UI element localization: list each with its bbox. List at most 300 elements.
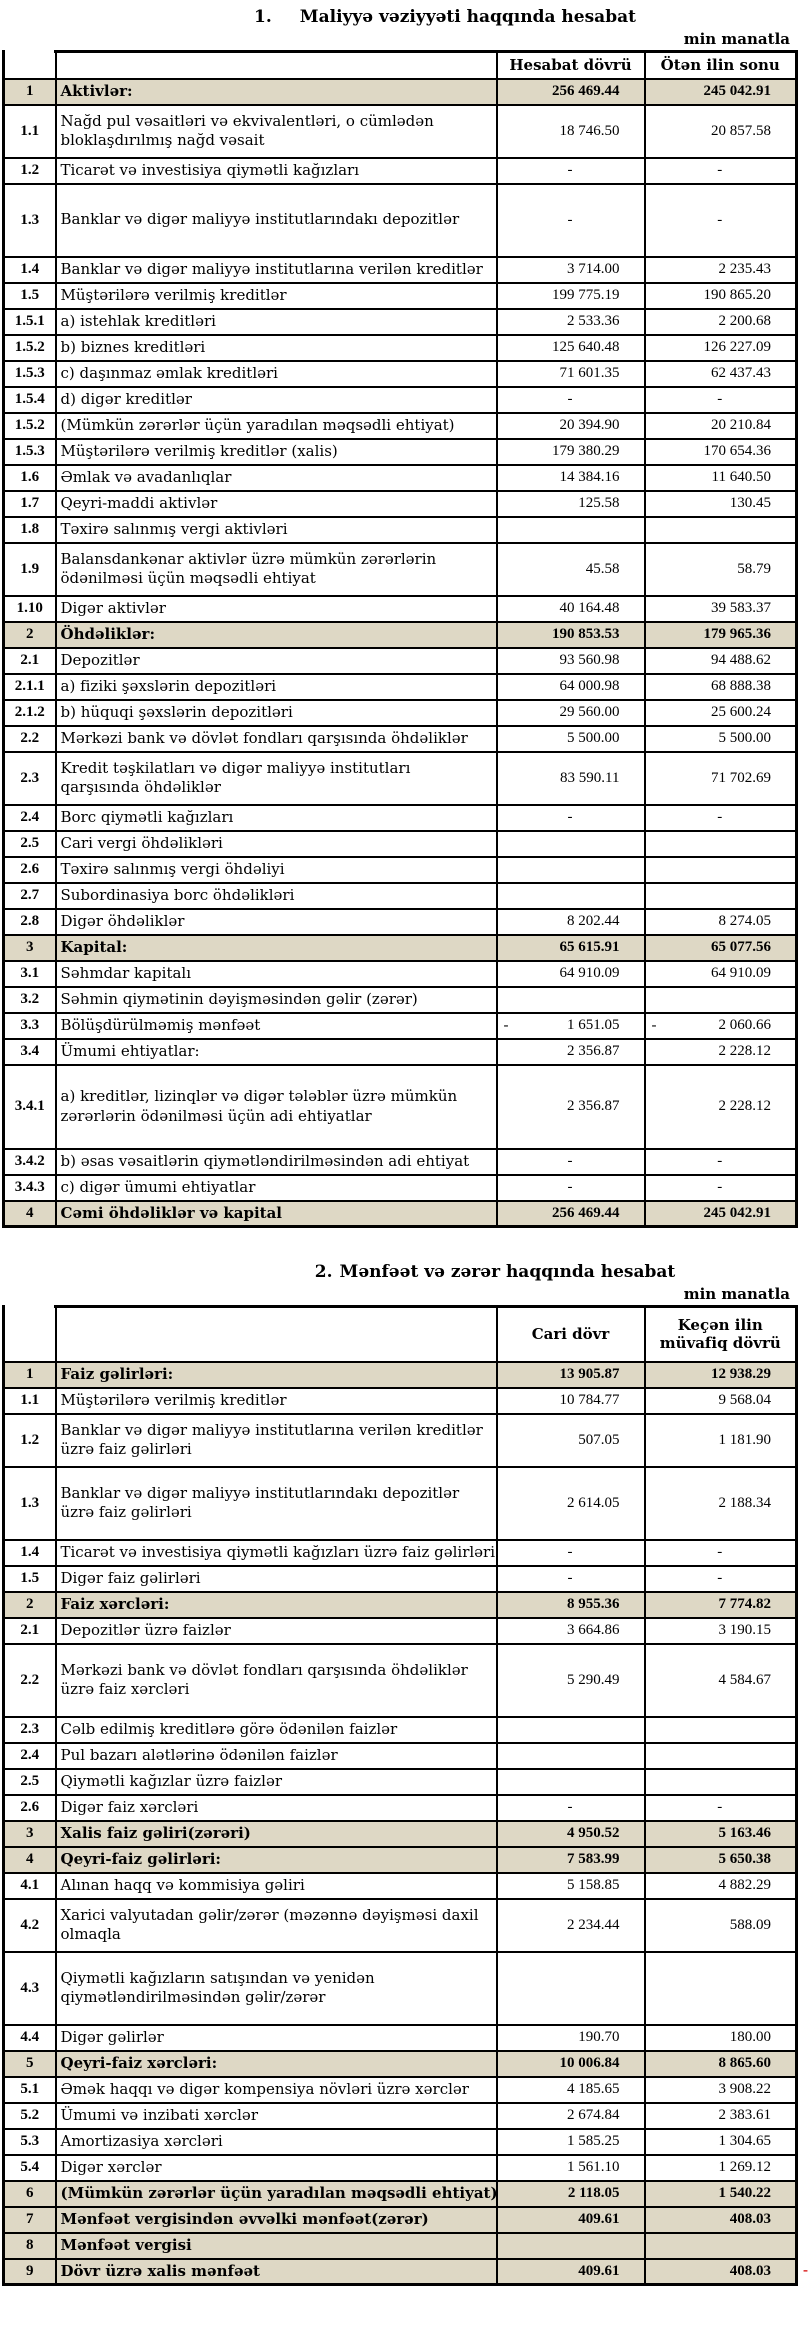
- row-number-cell: 1.5.4: [4, 387, 56, 413]
- statement2-unit-label: min manatla: [683, 1285, 790, 1303]
- table-row: [4, 805, 797, 831]
- value-cell-col1: 190.70: [497, 2025, 645, 2051]
- table-row: [4, 1743, 797, 1769]
- row-label-cell: Ticarət və investisiya qiymətli kağızları: [56, 158, 497, 184]
- value-cell-col1: 1 561.10: [497, 2155, 645, 2181]
- row-number-cell: 4.2: [4, 1899, 56, 1952]
- table-row: [4, 2181, 797, 2207]
- row-label-cell: Kredit təşkilatları və digər maliyyə institutları qarşısında öhdəliklər: [56, 752, 497, 805]
- row-number-cell: 2.4: [4, 1743, 56, 1769]
- row-label-cell: Qeyri-maddi aktivlər: [56, 491, 497, 517]
- value-cell-col1: -: [497, 1566, 645, 1592]
- table-row: [4, 622, 797, 648]
- value-cell-col1: 1 585.25: [497, 2129, 645, 2155]
- row-number-cell: 1.2: [4, 158, 56, 184]
- value-cell-col1: 2 356.87: [497, 1065, 645, 1149]
- value-cell-col2: 62 437.43: [645, 361, 797, 387]
- value-cell-col1: 5 158.85: [497, 1873, 645, 1899]
- row-label-cell: Faiz gəlirləri:: [56, 1362, 497, 1388]
- table-row: [4, 1414, 797, 1467]
- value-cell-col2: [645, 517, 797, 543]
- row-number-cell: 2.6: [4, 1795, 56, 1821]
- row-number-cell: 3.4.2: [4, 1149, 56, 1175]
- value-cell-col2: [645, 1769, 797, 1795]
- row-number-cell: 1.5: [4, 1566, 56, 1592]
- value-cell-col1: 83 590.11: [497, 752, 645, 805]
- table-row: [4, 1149, 797, 1175]
- table-row: [4, 335, 797, 361]
- row-number-cell: 8: [4, 2233, 56, 2259]
- table-row: [4, 883, 797, 909]
- row-number-cell: 5.2: [4, 2103, 56, 2129]
- value-cell-col2: 5 650.38: [645, 1847, 797, 1873]
- row-number-cell: 1.5.3: [4, 361, 56, 387]
- value-cell-col2: 588.09: [645, 1899, 797, 1952]
- row-number-cell: 1: [4, 1362, 56, 1388]
- value-cell-col1: 20 394.90: [497, 413, 645, 439]
- row-label-cell: Bölüşdürülməmiş mənfəət: [56, 1013, 497, 1039]
- value-cell-col2: 2 228.12: [645, 1065, 797, 1149]
- table-row: [4, 2051, 797, 2077]
- value-cell-col1: -: [497, 387, 645, 413]
- value-cell-col2: -: [645, 1566, 797, 1592]
- value-cell-col1: 2 614.05: [497, 1467, 645, 1540]
- column-header-same-period-last-year: Keçən ilin müvafiq dövrü: [645, 1307, 797, 1362]
- row-number-cell: 1.5.3: [4, 439, 56, 465]
- table-row: [4, 2259, 797, 2285]
- value-cell-col2: 71 702.69: [645, 752, 797, 805]
- row-label-cell: Xalis faiz gəliri(zərəri): [56, 1821, 497, 1847]
- row-number-cell: 2.1.2: [4, 700, 56, 726]
- value-cell-col1: 2 118.05: [497, 2181, 645, 2207]
- value-cell-col2: 8 865.60: [645, 2051, 797, 2077]
- row-label-cell: Digər faiz gəlirləri: [56, 1566, 497, 1592]
- value-cell-col2: -: [645, 387, 797, 413]
- table-row: [4, 184, 797, 257]
- value-cell-col2: 5 500.00: [645, 726, 797, 752]
- table-row: [4, 1899, 797, 1952]
- row-label-cell: Müştərilərə verilmiş kreditlər: [56, 283, 497, 309]
- value-cell-col1: 10 784.77: [497, 1388, 645, 1414]
- value-cell-col1: 199 775.19: [497, 283, 645, 309]
- value-cell-col2: 3 190.15: [645, 1618, 797, 1644]
- header-label-cell: [56, 52, 497, 79]
- row-label-cell: Mənfəət vergisi: [56, 2233, 497, 2259]
- value-cell-col1: 125.58: [497, 491, 645, 517]
- value-cell-col2: 2 200.68: [645, 309, 797, 335]
- profit-loss-body: [4, 1362, 808, 2285]
- table-row: [4, 2025, 797, 2051]
- row-number-cell: 2.1: [4, 648, 56, 674]
- row-number-cell: 5.4: [4, 2155, 56, 2181]
- value-cell-col1: 13 905.87: [497, 1362, 645, 1388]
- table-row: [4, 1795, 797, 1821]
- table-row: [4, 257, 797, 283]
- value-cell-col1: -: [497, 1540, 645, 1566]
- row-number-cell: 1.4: [4, 257, 56, 283]
- row-number-cell: 1: [4, 79, 56, 105]
- value-cell-col2: -: [645, 1540, 797, 1566]
- table-row: [4, 1175, 797, 1201]
- row-number-cell: 1.5: [4, 283, 56, 309]
- value-cell-col2: 20 210.84: [645, 413, 797, 439]
- row-label-cell: Depozitlər: [56, 648, 497, 674]
- value-cell-col1: 2 674.84: [497, 2103, 645, 2129]
- value-cell-col1: 8 955.36: [497, 1592, 645, 1618]
- value-cell-col2: 64 910.09: [645, 961, 797, 987]
- value-cell-col1: 40 164.48: [497, 596, 645, 622]
- value-cell-col2: -: [645, 1175, 797, 1201]
- profit-loss-table: [2, 1305, 808, 2286]
- row-label-cell: Təxirə salınmış vergi aktivləri: [56, 517, 497, 543]
- table-row: [4, 158, 797, 184]
- table-row: [4, 543, 797, 596]
- row-number-cell: 2.2: [4, 726, 56, 752]
- value-cell-col1: 65 615.91: [497, 935, 645, 961]
- table-row: [4, 1821, 797, 1847]
- value-cell-col2: 130.45: [645, 491, 797, 517]
- value-cell-col2: 408.03: [645, 2207, 797, 2233]
- value-cell-col2: 245 042.91: [645, 79, 797, 105]
- table-row: [4, 1013, 797, 1039]
- row-label-cell: Alınan haqq və kommisiya gəliri: [56, 1873, 497, 1899]
- value-cell-col2: 12 938.29: [645, 1362, 797, 1388]
- table-row: [4, 726, 797, 752]
- table-row: [4, 2233, 797, 2259]
- value-text: 2 060.66: [718, 1017, 771, 1033]
- row-label-cell: Digər xərclər: [56, 2155, 497, 2181]
- row-number-cell: 1.5.1: [4, 309, 56, 335]
- row-number-cell: 5.1: [4, 2077, 56, 2103]
- row-label-cell: Qeyri-faiz xərcləri:: [56, 2051, 497, 2077]
- table-row: [4, 700, 797, 726]
- row-number-cell: 2.6: [4, 857, 56, 883]
- row-number-cell: 1.1: [4, 105, 56, 158]
- column-header-end-of-last-year: Ötən ilin sonu: [645, 52, 797, 79]
- value-cell-col1: [497, 1743, 645, 1769]
- table-row: [4, 1362, 797, 1388]
- value-cell-col1: 29 560.00: [497, 700, 645, 726]
- value-cell-col2: -: [645, 184, 797, 257]
- row-label-cell: Mərkəzi bank və dövlət fondları qarşısında öhdəliklər: [56, 726, 497, 752]
- value-cell-col2: 179 965.36: [645, 622, 797, 648]
- row-number-cell: 3: [4, 1821, 56, 1847]
- statement2-title-text: Mənfəət və zərər haqqında hesabat: [339, 1262, 676, 1282]
- balance-sheet-header-row: [4, 52, 797, 79]
- row-number-cell: 4.3: [4, 1952, 56, 2025]
- value-cell-col2: 1 181.90: [645, 1414, 797, 1467]
- table-row: [4, 2103, 797, 2129]
- row-number-cell: 2.5: [4, 831, 56, 857]
- row-label-cell: Digər gəlirlər: [56, 2025, 497, 2051]
- header-number-cell: [4, 1307, 56, 1362]
- row-label-cell: a) kreditlər, lizinqlər və digər tələblər üzrə mümkün zərərlərin ödənilməsi üçün adi ehtiyatlar: [56, 1065, 497, 1149]
- value-cell-col2: [645, 1743, 797, 1769]
- row-label-cell: Qiymətli kağızlar üzrə faizlər: [56, 1769, 497, 1795]
- row-number-cell: 2.1: [4, 1618, 56, 1644]
- value-cell-col2: 68 888.38: [645, 674, 797, 700]
- row-number-cell: 4.4: [4, 2025, 56, 2051]
- table-row: [4, 413, 797, 439]
- row-label-cell: Banklar və digər maliyyə institutlarına verilən kreditlər üzrə faiz gəlirləri: [56, 1414, 497, 1467]
- row-number-cell: 7: [4, 2207, 56, 2233]
- table-row: [4, 1952, 797, 2025]
- value-cell-col1: 5 500.00: [497, 726, 645, 752]
- value-cell-col1: -: [497, 1175, 645, 1201]
- row-label-cell: Nağd pul vəsaitləri və ekvivalentləri, o cümlədən bloklaşdırılmış nağd vəsait: [56, 105, 497, 158]
- value-cell-col2: 2 383.61: [645, 2103, 797, 2129]
- row-label-cell: Banklar və digər maliyyə institutlarındakı depozitlər: [56, 184, 497, 257]
- table-row: [4, 361, 797, 387]
- value-cell-col1: 7 583.99: [497, 1847, 645, 1873]
- value-cell-col1: [497, 517, 645, 543]
- value-cell-col1: 18 746.50: [497, 105, 645, 158]
- value-cell-col2: 58.79: [645, 543, 797, 596]
- row-number-cell: 2: [4, 622, 56, 648]
- stray-red-mark: -: [803, 2262, 808, 2279]
- value-cell-col1: 5 290.49: [497, 1644, 645, 1717]
- profit-loss-wrapper: [2, 1305, 808, 2286]
- value-cell-col1: 14 384.16: [497, 465, 645, 491]
- statement1-unit-label: min manatla: [683, 30, 790, 48]
- value-cell-col1: [497, 831, 645, 857]
- row-number-cell: 5: [4, 2051, 56, 2077]
- table-row: [4, 1592, 797, 1618]
- row-label-cell: Balansdankənar aktivlər üzrə mümkün zərərlərin ödənilməsi üçün məqsədli ehtiyat: [56, 543, 497, 596]
- row-label-cell: c) daşınmaz əmlak kreditləri: [56, 361, 497, 387]
- row-label-cell: Ümumi və inzibati xərclər: [56, 2103, 497, 2129]
- value-cell-col2: -: [645, 158, 797, 184]
- value-cell-col1: 2 234.44: [497, 1899, 645, 1952]
- value-cell-col2: 170 654.36: [645, 439, 797, 465]
- row-number-cell: 1.3: [4, 184, 56, 257]
- value-cell-col1: 4 950.52: [497, 1821, 645, 1847]
- table-row: [4, 105, 797, 158]
- row-label-cell: Mənfəət vergisindən əvvəlki mənfəət(zərər): [56, 2207, 497, 2233]
- table-row: [4, 857, 797, 883]
- table-row: [4, 2155, 797, 2181]
- table-row: [4, 1201, 797, 1227]
- table-row: [4, 1873, 797, 1899]
- value-cell-col2: 2 228.12: [645, 1039, 797, 1065]
- row-number-cell: 3.2: [4, 987, 56, 1013]
- value-cell-col2: 3 908.22: [645, 2077, 797, 2103]
- table-row: [4, 752, 797, 805]
- value-cell-col1: 93 560.98: [497, 648, 645, 674]
- row-label-cell: Dövr üzrə xalis mənfəət: [56, 2259, 497, 2285]
- row-label-cell: c) digər ümumi ehtiyatlar: [56, 1175, 497, 1201]
- value-cell-col2: 5 163.46: [645, 1821, 797, 1847]
- value-cell-col2: 2 188.34: [645, 1467, 797, 1540]
- column-header-current-period: Cari dövr: [497, 1307, 645, 1362]
- statement1-title-number: 1.: [254, 7, 272, 27]
- row-label-cell: (Mümkün zərərlər üçün yaradılan məqsədli ehtiyat): [56, 413, 497, 439]
- value-cell-col1: 409.61: [497, 2259, 645, 2285]
- value-cell-col2: [645, 1717, 797, 1743]
- value-cell-col2: -: [645, 805, 797, 831]
- statement2-title: [0, 1262, 800, 1282]
- row-number-cell: 1.10: [4, 596, 56, 622]
- value-cell-col2: 190 865.20: [645, 283, 797, 309]
- column-header-reporting-period: Hesabat dövrü: [497, 52, 645, 79]
- row-number-cell: 1.8: [4, 517, 56, 543]
- table-row: [4, 2129, 797, 2155]
- table-row: [4, 961, 797, 987]
- row-number-cell: 2.7: [4, 883, 56, 909]
- row-number-cell: 1.7: [4, 491, 56, 517]
- value-cell-col2: [645, 857, 797, 883]
- value-cell-col1: [497, 1717, 645, 1743]
- value-cell-col2: 126 227.09: [645, 335, 797, 361]
- table-row: [4, 491, 797, 517]
- row-label-cell: Qiymətli kağızların satışından və yenidən qiymətləndirilməsindən gəlir/zərər: [56, 1952, 497, 2025]
- table-row: [4, 1467, 797, 1540]
- table-top-left-notch: [5, 50, 54, 53]
- table-row: [4, 648, 797, 674]
- table-row: [4, 1644, 797, 1717]
- value-cell-col1: 409.61: [497, 2207, 645, 2233]
- row-number-cell: 2.5: [4, 1769, 56, 1795]
- value-cell-col2: 180.00: [645, 2025, 797, 2051]
- row-number-cell: 3.4: [4, 1039, 56, 1065]
- table-row: [4, 1847, 797, 1873]
- value-cell-col1: 64 910.09: [497, 961, 645, 987]
- value-cell-col1: -: [497, 1795, 645, 1821]
- value-cell-col1: 125 640.48: [497, 335, 645, 361]
- value-cell-col2: [645, 987, 797, 1013]
- value-cell-col2: [645, 1013, 797, 1039]
- table-row: [4, 1769, 797, 1795]
- value-cell-col2: 11 640.50: [645, 465, 797, 491]
- table-row: [4, 439, 797, 465]
- row-label-cell: Faiz xərcləri:: [56, 1592, 497, 1618]
- value-cell-col1: 256 469.44: [497, 79, 645, 105]
- table-row: [4, 1039, 797, 1065]
- value-cell-col1: 8 202.44: [497, 909, 645, 935]
- value-cell-col1: 256 469.44: [497, 1201, 645, 1227]
- value-cell-col1: -: [497, 158, 645, 184]
- value-cell-col2: 20 857.58: [645, 105, 797, 158]
- profit-loss-header-row: [4, 1307, 797, 1362]
- row-number-cell: 4: [4, 1201, 56, 1227]
- row-label-cell: Cəmi öhdəliklər və kapital: [56, 1201, 497, 1227]
- table-row: [4, 387, 797, 413]
- value-cell-col1: 3 714.00: [497, 257, 645, 283]
- row-number-cell: 6: [4, 2181, 56, 2207]
- table-row: [4, 1388, 797, 1414]
- value-cell-col2: 2 235.43: [645, 257, 797, 283]
- value-cell-col2: 9 568.04: [645, 1388, 797, 1414]
- row-label-cell: Təxirə salınmış vergi öhdəliyi: [56, 857, 497, 883]
- table-top-left-notch: [5, 1305, 54, 1308]
- table-row: [4, 674, 797, 700]
- row-number-cell: 1.5.2: [4, 413, 56, 439]
- table-row: [4, 831, 797, 857]
- statement1-title: [0, 0, 800, 27]
- table-row: [4, 596, 797, 622]
- row-label-cell: d) digər kreditlər: [56, 387, 497, 413]
- row-number-cell: 1.3: [4, 1467, 56, 1540]
- row-number-cell: 2.8: [4, 909, 56, 935]
- value-cell-col1: [497, 2233, 645, 2259]
- row-label-cell: b) biznes kreditləri: [56, 335, 497, 361]
- table-row: [4, 283, 797, 309]
- table-row: [4, 1618, 797, 1644]
- row-label-cell: Digər aktivlər: [56, 596, 497, 622]
- table-row: [4, 517, 797, 543]
- row-number-cell: 2.4: [4, 805, 56, 831]
- row-label-cell: Səhmdar kapitalı: [56, 961, 497, 987]
- value-text: 1 651.05: [567, 1017, 620, 1033]
- row-label-cell: (Mümkün zərərlər üçün yaradılan məqsədli ehtiyat): [56, 2181, 497, 2207]
- balance-sheet-wrapper: [2, 50, 795, 1228]
- negative-sign: -: [651, 1017, 657, 1033]
- statement1-title-text: Maliyyə vəziyyəti haqqında hesabat: [299, 7, 636, 27]
- table-row: [4, 1065, 797, 1149]
- value-cell-col2: [645, 883, 797, 909]
- value-cell-col2: 1 269.12: [645, 2155, 797, 2181]
- value-cell-col2: 65 077.56: [645, 935, 797, 961]
- row-label-cell: Müştərilərə verilmiş kreditlər (xalis): [56, 439, 497, 465]
- row-label-cell: Subordinasiya borc öhdəlikləri: [56, 883, 497, 909]
- row-label-cell: Cəlb edilmiş kreditlərə görə ödənilən faizlər: [56, 1717, 497, 1743]
- value-cell-col1: 190 853.53: [497, 622, 645, 648]
- balance-sheet-table: [2, 50, 798, 1228]
- row-label-cell: Digər öhdəliklər: [56, 909, 497, 935]
- row-number-cell: 2.3: [4, 1717, 56, 1743]
- row-number-cell: 3.3: [4, 1013, 56, 1039]
- row-number-cell: 1.2: [4, 1414, 56, 1467]
- value-cell-col1: -: [497, 1149, 645, 1175]
- row-label-cell: Müştərilərə verilmiş kreditlər: [56, 1388, 497, 1414]
- value-cell-col2: 8 274.05: [645, 909, 797, 935]
- row-label-cell: b) hüquqi şəxslərin depozitləri: [56, 700, 497, 726]
- value-cell-col1: [497, 857, 645, 883]
- row-label-cell: Ticarət və investisiya qiymətli kağızları üzrə faiz gəlirləri: [56, 1540, 497, 1566]
- value-cell-col2: 408.03 -: [645, 2259, 797, 2285]
- row-number-cell: 3.1: [4, 961, 56, 987]
- value-cell-col2: 7 774.82: [645, 1592, 797, 1618]
- value-cell-col1: 3 664.86: [497, 1618, 645, 1644]
- row-label-cell: Səhmin qiymətinin dəyişməsindən gəlir (zərər): [56, 987, 497, 1013]
- table-row: [4, 1717, 797, 1743]
- value-cell-col1: 64 000.98: [497, 674, 645, 700]
- value-cell-col2: [645, 1952, 797, 2025]
- table-row: [4, 2077, 797, 2103]
- row-label-cell: Borc qiymətli kağızları: [56, 805, 497, 831]
- row-label-cell: b) əsas vəsaitlərin qiymətləndirilməsindən adi ehtiyat: [56, 1149, 497, 1175]
- row-label-cell: Ümumi ehtiyatlar:: [56, 1039, 497, 1065]
- value-cell-col2: [645, 2233, 797, 2259]
- row-number-cell: 1.5.2: [4, 335, 56, 361]
- statement2-title-number: 2.: [314, 1262, 333, 1282]
- value-cell-col1: [497, 1769, 645, 1795]
- value-cell-col2: -: [645, 1149, 797, 1175]
- value-cell-col2: 4 882.29: [645, 1873, 797, 1899]
- row-number-cell: 5.3: [4, 2129, 56, 2155]
- row-number-cell: 1.6: [4, 465, 56, 491]
- header-label-cell: [56, 1307, 497, 1362]
- row-label-cell: Aktivlər:: [56, 79, 497, 105]
- row-label-cell: Əmək haqqı və digər kompensiya növləri üzrə xərclər: [56, 2077, 497, 2103]
- row-number-cell: 2: [4, 1592, 56, 1618]
- header-number-cell: [4, 52, 56, 79]
- value-cell-col1: [497, 1013, 645, 1039]
- table-row: [4, 79, 797, 105]
- table-row: [4, 987, 797, 1013]
- value-cell-col2: 4 584.67: [645, 1644, 797, 1717]
- value-cell-col2: 245 042.91: [645, 1201, 797, 1227]
